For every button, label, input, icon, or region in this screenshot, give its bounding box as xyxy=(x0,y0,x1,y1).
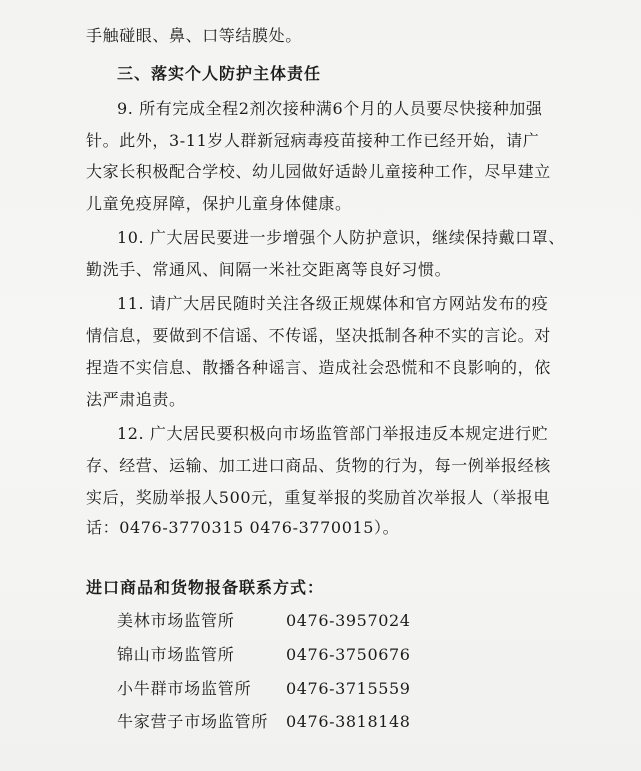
paragraph-line: 法严肃追责。 xyxy=(86,390,186,409)
contact-phone: 0476-3957024 xyxy=(286,611,411,630)
contact-phone: 0476-3750676 xyxy=(286,645,411,664)
paragraph-line: 大家长积极配合学校、幼儿园做好适龄儿童接种工作，尽早建立 xyxy=(86,162,551,181)
contact-phone: 0476-3818148 xyxy=(286,712,411,731)
paragraph-line: 9. 所有完成全程2剂次接种满6个月的人员要尽快接种加强 xyxy=(117,99,543,118)
paragraph-line: 话：0476-3770315 0476-3770015）。 xyxy=(86,518,400,537)
contact-phone: 0476-3715559 xyxy=(286,679,411,698)
paragraph-line: 存、经营、运输、加工进口商品、货物的行为，每一例举报经核 xyxy=(86,456,551,475)
paragraph-line: 10. 广大居民要进一步增强个人防护意识，继续保持戴口罩、 xyxy=(117,228,565,247)
contact-row xyxy=(117,644,537,666)
contact-name: 锦山市场监管所 xyxy=(117,645,235,664)
paragraph-line: 勤洗手、常通风、间隔一米社交距离等良好习惯。 xyxy=(86,260,452,279)
paragraph-line: 针。此外，3-11岁人群新冠病毒疫苗接种工作已经开始，请广 xyxy=(86,131,540,150)
paragraph-line: 捏造不实信息、散播各种谣言、造成社会恐慌和不良影响的，依 xyxy=(86,358,551,377)
paragraph-line: 儿童免疫屏障，保护儿童身体健康。 xyxy=(86,194,352,213)
paragraph-line: 情信息，要做到不信谣、不传谣，坚决抵制各种不实的言论。对 xyxy=(86,326,551,345)
contact-row xyxy=(117,711,537,733)
contact-name: 小牛群市场监管所 xyxy=(117,679,252,698)
paragraph-line: 手触碰眼、鼻、口等结膜处。 xyxy=(86,26,302,45)
section-heading: 三、落实个人防护主体责任 xyxy=(117,64,322,83)
contact-name: 美林市场监管所 xyxy=(117,611,235,630)
paragraph-line: 11. 请广大居民随时关注各级正规媒体和官方网站发布的疫 xyxy=(117,294,549,313)
contact-name: 牛家营子市场监管所 xyxy=(117,712,269,731)
paragraph-line: 实后，奖励举报人500元，重复举报的奖励首次举报人（举报电 xyxy=(86,488,550,507)
contact-title: 进口商品和货物报备联系方式： xyxy=(86,578,325,597)
paragraph-line: 12. 广大居民要积极向市场监管部门举报违反本规定进行贮 xyxy=(117,424,549,443)
contact-row xyxy=(117,610,537,632)
contact-row xyxy=(117,678,537,700)
